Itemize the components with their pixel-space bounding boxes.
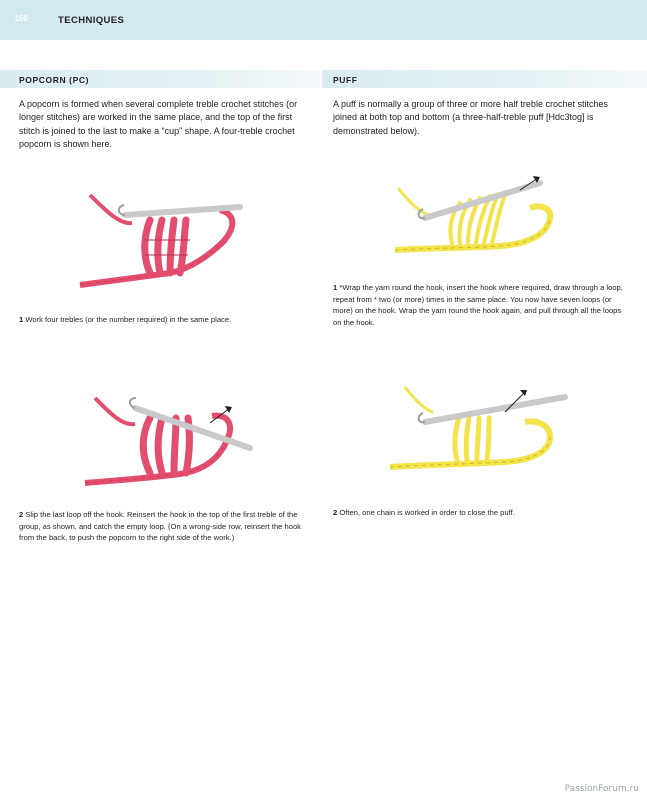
popcorn-step1-text: Work four trebles (or the number required) in the same place. <box>25 315 232 324</box>
popcorn-step1-caption <box>19 314 309 326</box>
popcorn-step1-number: 1 <box>19 315 24 324</box>
puff-section-title: PUFF <box>333 75 358 85</box>
puff-step2-number: 2 <box>333 508 338 517</box>
puff-section-bar <box>322 70 647 88</box>
popcorn-step2-text: Slip the last loop off the hook. Reinsert the hook in the top of the first treble of the group, as shown, and catch the empty loop. (On a wrong-side row, reinsert the hook from the back, to push the popcorn to the right side of the work.) <box>19 510 301 543</box>
puff-intro: A puff is normally a group of three or more half treble crochet stitches joined at both top and bottom (a three-half-treble puff [Hdc3tog] is demonstrated below). <box>333 99 608 136</box>
popcorn-section-title: POPCORN (PC) <box>19 75 90 85</box>
puff-step1-caption <box>333 282 623 328</box>
popcorn-intro: A popcorn is formed when several complete treble crochet stitches (or longer stitches) are worked in the same place, and the top of the first stitch is joined to the last to make a “cup” shape. A four-treble crochet popcorn is shown here. <box>19 99 298 150</box>
popcorn-step2-caption <box>19 509 314 544</box>
puff-step1-text: *Wrap the yarn round the hook, insert the hook where required, draw through a loop, repeat from * two (or more) times in the same place. You now have seven loops (or more) on the hook. Wrap the yarn round the hook again, and pull through all the loops on the hook. <box>333 283 623 327</box>
popcorn-step1-illustration <box>70 185 250 295</box>
puff-step1-number: 1 <box>333 283 338 292</box>
running-head: TECHNIQUES <box>58 15 125 26</box>
popcorn-step2-number: 2 <box>19 510 24 519</box>
puff-step2-caption <box>333 507 623 519</box>
watermark: PassionForum.ru <box>564 784 639 794</box>
puff-step1-illustration <box>390 178 565 263</box>
page-number: 150 <box>14 14 28 23</box>
puff-step2-text: Often, one chain is worked in order to close the puff. <box>339 508 515 517</box>
popcorn-step2-illustration <box>80 388 260 498</box>
puff-step2-illustration <box>385 382 565 477</box>
